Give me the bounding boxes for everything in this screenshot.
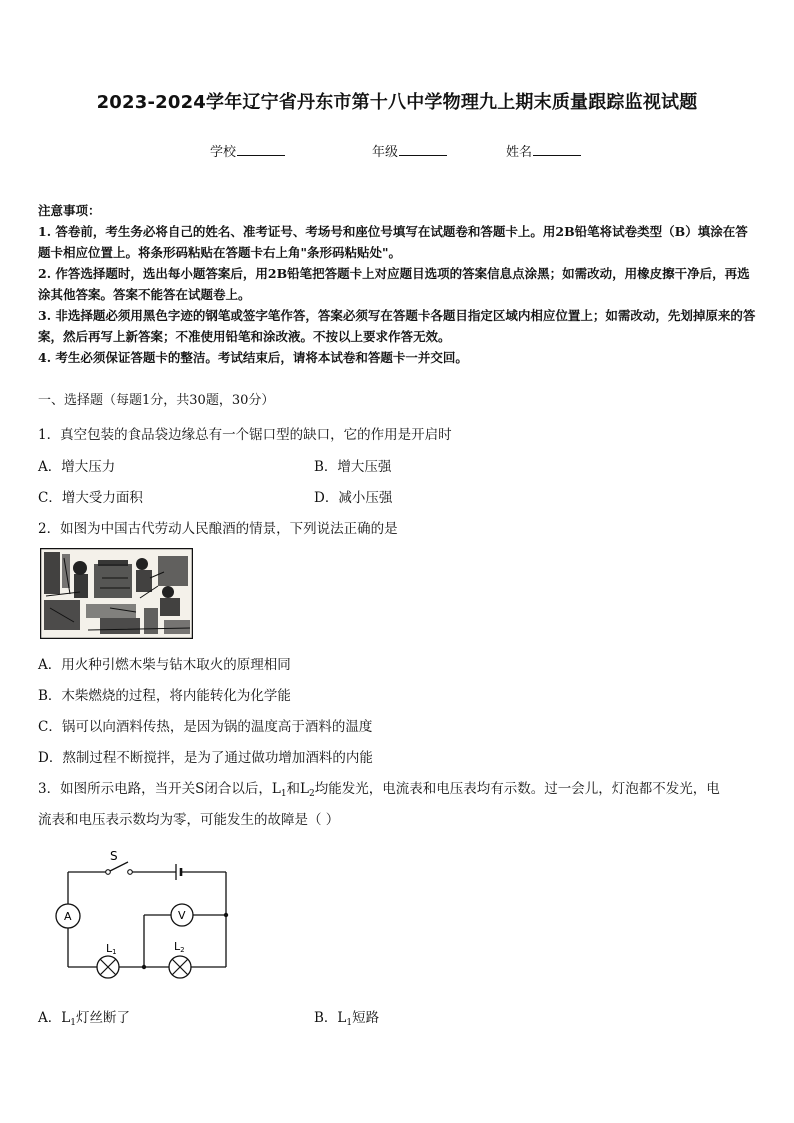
q3-option-a-text: A．L <box>38 1010 71 1026</box>
school-field <box>210 141 285 160</box>
switch-contact <box>106 870 111 875</box>
q1-option-c: C．增大受力面积 <box>38 490 143 506</box>
name-label: 姓名 <box>506 145 533 160</box>
notes-heading: 注意事项： <box>38 203 101 218</box>
question-2-stem: 2．如图为中国古代劳动人民酿酒的情景，下列说法正确的是 <box>38 521 398 537</box>
junction-dot <box>142 965 146 969</box>
switch-blade <box>110 862 128 871</box>
q3-option-a-text: 灯丝断了 <box>75 1010 130 1026</box>
q3-stem-part: 3．如图所示电路，当开关S闭合以后，L <box>38 781 281 797</box>
q3-stem-subscript: 2 <box>309 789 315 799</box>
notes-block <box>38 200 760 368</box>
voltmeter-label: V <box>178 909 186 922</box>
notes-item: 2. 作答选择题时，选出每小题答案后，用2B铅笔把答题卡上对应题目选项的答案信息点涂黑；如需改动，用橡皮擦干净后，再选涂其他答案。答案不能答在试题卷上。 <box>38 266 750 302</box>
q1-option-d: D．减小压强 <box>314 490 393 506</box>
grade-blank <box>399 143 447 156</box>
q3-option-a <box>38 1006 130 1028</box>
name-field <box>506 141 581 160</box>
grade-label: 年级 <box>372 145 399 160</box>
question-1-stem: 1．真空包装的食品袋边缘总有一个锯口型的缺口，它的作用是开启时 <box>38 427 452 443</box>
name-blank <box>533 143 581 156</box>
q3-stem-part: 均能发光，电流表和电压表均有示数。过一会儿，灯泡都不发光，电 <box>314 781 720 797</box>
question-3-stem-line2: 流表和电压表示数均为零，可能发生的故障是（ ） <box>38 812 340 828</box>
lamp-l2-label: L2 <box>174 940 185 954</box>
q3-option-b-subscript: 1 <box>346 1018 353 1028</box>
q2-option-b: B．木柴燃烧的过程，将内能转化为化学能 <box>38 688 291 704</box>
notes-item: 1. 答卷前，考生务必将自己的姓名、准考证号、考场号和座位号填写在试题卷和答题卡上。用2B铅笔将试卷类型（B）填涂在答题卡相应位置上。将条形码粘贴在答题卡右上角"条形码粘贴处"。 <box>38 224 748 260</box>
school-label: 学校 <box>210 145 237 160</box>
wine-brewing-illustration <box>40 548 193 639</box>
q3-option-b-text: B．L <box>314 1010 347 1026</box>
section-heading: 一、选择题（每题1分，共30题，30分） <box>38 393 275 408</box>
q3-option-b-text: 短路 <box>352 1010 380 1026</box>
question-3-stem-line1 <box>38 777 720 799</box>
notes-item: 3. 非选择题必须用黑色字迹的钢笔或签字笔作答，答案必须写在答题卡各题目指定区域内相应位置上；如需改动，先划掉原来的答案，然后再写上新答案；不准使用铅笔和涂改液。不按以上要求作答无效。 <box>38 308 756 344</box>
lamp-l1-symbol <box>97 956 119 978</box>
notes-item: 4. 考生必须保证答题卡的整洁。考试结束后，请将本试卷和答题卡一并交回。 <box>38 350 468 365</box>
q1-option-a: A．增大压力 <box>38 459 116 475</box>
switch-contact <box>128 870 133 875</box>
q3-stem-part: 和L <box>286 781 310 797</box>
q3-option-b <box>314 1006 379 1028</box>
switch-label: S <box>110 849 118 863</box>
q2-option-a: A．用火种引燃木柴与钻木取火的原理相同 <box>38 657 291 673</box>
lamp-l1-label: L1 <box>106 942 117 956</box>
q3-option-a-subscript: 1 <box>70 1018 76 1028</box>
circuit-diagram <box>50 842 240 980</box>
lamp-l2-symbol <box>169 956 191 978</box>
page-title: 2023-2024学年辽宁省丹东市第十八中学物理九上期末质量跟踪监视试题 <box>96 92 698 113</box>
grade-field <box>372 141 447 160</box>
q3-stem-subscript: 1 <box>280 789 287 799</box>
ammeter-label: A <box>64 910 72 923</box>
school-blank <box>237 143 285 156</box>
q1-option-b: B．增大压强 <box>314 459 392 475</box>
junction-dot <box>224 913 228 917</box>
q2-option-d: D．熬制过程不断搅拌，是为了通过做功增加酒料的内能 <box>38 750 373 766</box>
q2-option-c: C．锅可以向酒料传热，是因为锅的温度高于酒料的温度 <box>38 719 373 735</box>
